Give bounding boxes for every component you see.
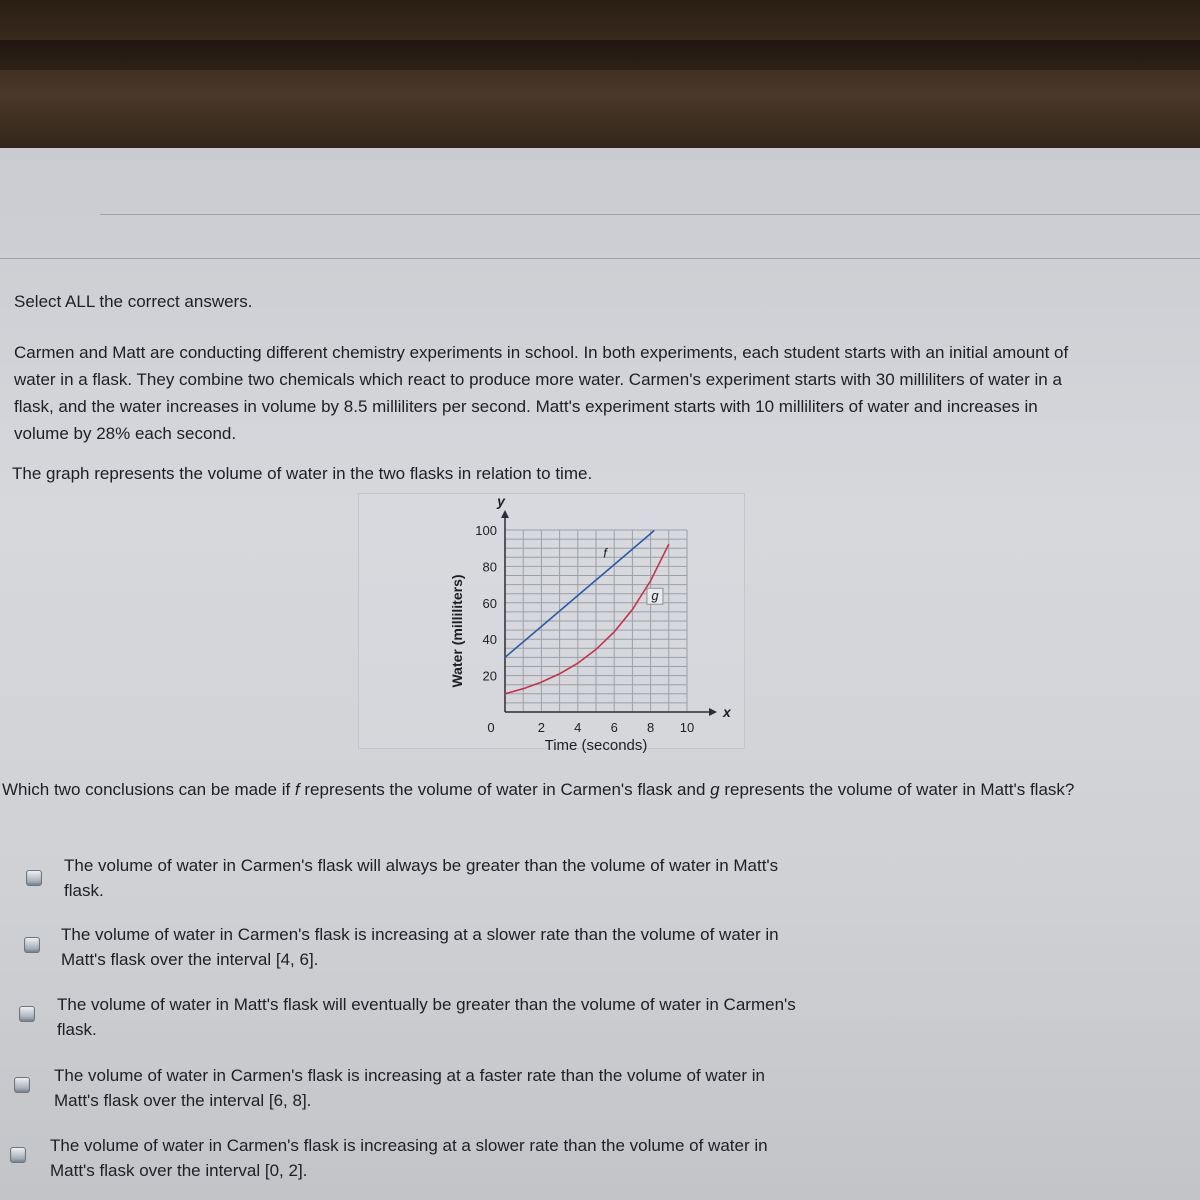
series-label-f: f [603,545,607,561]
option-label [57,992,877,1042]
series-label-g: g [651,588,659,604]
y-axis-label: Water (milliliters) [449,574,465,688]
x-axis-letter: x [723,704,731,720]
option-checkbox[interactable] [26,870,42,886]
option-line: The volume of water in Carmen's flask will always be greater than the volume of water in Matt's [64,856,779,875]
question-text [2,776,1074,803]
question-g-symbol: g [710,780,720,799]
question-part: represents the volume of water in Matt's flask? [719,780,1075,799]
problem-line: volume by 28% each second. [14,424,237,443]
x-tick-label: 8 [646,720,655,735]
y-tick-label: 80 [482,559,497,575]
option-checkbox[interactable] [10,1147,26,1163]
option-checkbox[interactable] [14,1077,30,1093]
option-label [50,1133,870,1183]
y-axis-letter: y [497,493,505,509]
origin-label: 0 [487,720,495,735]
option-line: flask. [64,881,104,900]
option-line: The volume of water in Carmen's flask is increasing at a slower rate than the volume of water in [50,1136,768,1155]
option-line: The volume of water in Matt's flask will eventually be greater than the volume of water in Carmen's [57,995,796,1014]
question-part: Which two conclusions can be made if [2,780,295,799]
y-tick-label: 40 [482,632,497,648]
y-tick-label: 100 [475,523,497,538]
option-line: Matt's flask over the interval [0, 2]. [50,1161,308,1180]
option-line: Matt's flask over the interval [6, 8]. [54,1091,312,1110]
option-line: Matt's flask over the interval [4, 6]. [61,950,319,969]
option-label [61,922,881,972]
graph-intro-text: The graph represents the volume of water in the two flasks in relation to time. [12,464,593,483]
problem-line: flask, and the water increases in volume by 8.5 milliliters per second. Matt's experiment starts with 10 milliliters of water and increases in [14,397,1038,416]
x-tick-label: 10 [679,720,695,735]
x-axis-label: Time (seconds) [544,737,648,754]
option-line: flask. [57,1020,97,1039]
x-tick-label: 4 [574,720,582,735]
option-line: The volume of water in Carmen's flask is increasing at a slower rate than the volume of water in [61,925,779,944]
question-f-symbol: f [294,780,300,799]
option-checkbox[interactable] [24,937,40,953]
option-label [54,1063,874,1113]
x-tick-label: 6 [610,720,618,735]
y-tick-label: 20 [482,668,497,684]
option-label [64,853,884,903]
instruction-text: Select ALL the correct answers. [14,292,253,311]
problem-line: water in a flask. They combine two chemicals which react to produce more water. Carmen's experiment starts with 30 milliliters of water in a [14,370,1062,389]
x-tick-label: 2 [537,720,546,735]
x-axis-arrow [709,708,717,716]
option-line: The volume of water in Carmen's flask is increasing at a faster rate than the volume of water in [54,1066,765,1085]
y-tick-label: 60 [482,595,497,611]
y-axis-arrow [501,510,509,518]
option-checkbox[interactable] [19,1006,35,1022]
problem-line: Carmen and Matt are conducting different chemistry experiments in school. In both experiments, each student starts with an initial amount of [14,343,1069,362]
question-part: represents the volume of water in Carmen's flask and [299,780,711,799]
